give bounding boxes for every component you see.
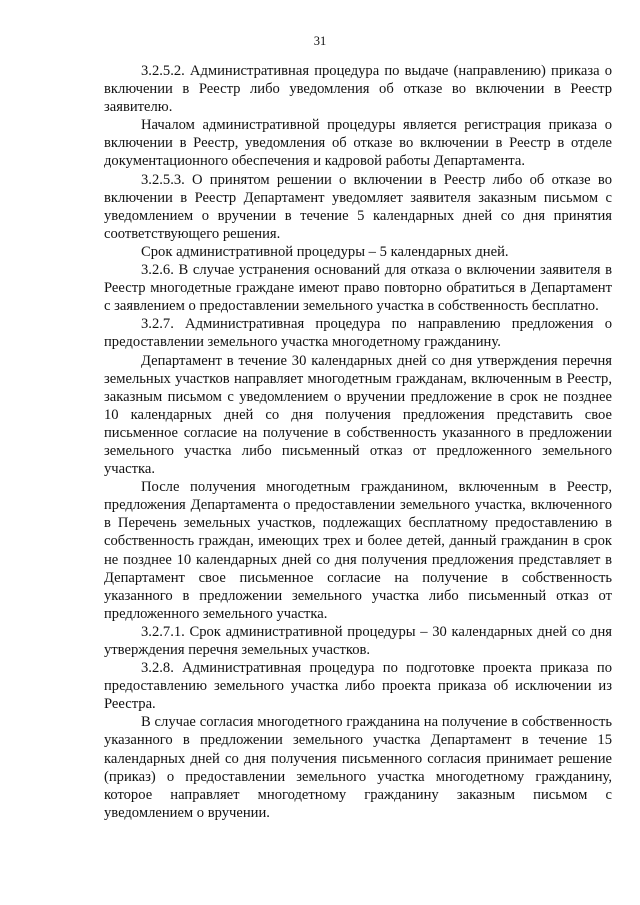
paragraph-procedure-start: Началом административной процедуры является регистрация приказа о включении в Реестр, уведомления об отказе во включении в Реестр в отделе документационного обеспечения и кадровой работы Департамента. (104, 117, 612, 170)
paragraph-3-2-7-1: 3.2.7.1. Срок административной процедуры – 30 календарных дней со дня утверждения перечня земельных участков. (104, 623, 612, 658)
paragraph-consent-case: В случае согласия многодетного гражданина на получение в собственность указанного в предложении земельного участка Департамент в течение 15 календарных дней со дня получения письменного согласия принимает решение (приказ) о предоставлении земельного участка многодетному гражданину, которое направляет многодетному гражданину заказным письмом с уведомлением о вручении. (104, 714, 612, 821)
paragraph-3-2-5-3: 3.2.5.3. О принятом решении о включении в Реестр либо об отказе во включении в Реестр Департамент уведомляет заявителя заказным письмом с уведомлением о вручении в течение 5 календарных дней со дня принятия соответствующего решения. (104, 171, 612, 242)
paragraph-3-2-6: 3.2.6. В случае устранения оснований для отказа о включении заявителя в Реестр многодетные граждане имеют право повторно обратиться в Департамент с заявлением о предоставлении земельного участка в собственность бесплатно. (104, 262, 612, 315)
paragraph-3-2-7: 3.2.7. Административная процедура по направлению предложения о предоставлении земельного участка многодетному гражданину. (104, 316, 612, 351)
paragraph-3-2-5-2: 3.2.5.2. Административная процедура по выдаче (направлению) приказа о включении в Реестр либо уведомления об отказе во включении в Реестр заявителю. (104, 63, 612, 116)
page-number: 31 (313, 34, 327, 48)
paragraph-3-2-8: 3.2.8. Административная процедура по подготовке проекта приказа по предоставлению земельного участка либо проекта приказа об исключении из Реестра. (104, 660, 612, 713)
paragraph-after-offer: После получения многодетным гражданином, включенным в Реестр, предложения Департамента о предоставлении земельного участка, включенного в Перечень земельных участков, подлежащих бесплатному предоставлению в собственность граждан, имеющих трех и более детей, данный гражданин в срок не позднее 10 календарных дней со дня получения предложения представляет в Департамент свое письменное согласие на получение в собственность указанного в предложении земельного участка либо письменный отказ от предложенного земельного участка. (104, 479, 612, 622)
document-body (104, 62, 612, 822)
paragraph-department-offer: Департамент в течение 30 календарных дней со дня утверждения перечня земельных участков направляет многодетным гражданам, включенным в Реестр, заказным письмом с уведомлением о вручении предложение в срок не позднее 10 календарных дней со дня получения предложения представить свое письменное согласие на получение в собственность указанного в предложении земельного участка либо письменный отказ от предложенного земельного участка. (104, 352, 612, 478)
paragraph-procedure-term: Срок административной процедуры – 5 календарных дней. (141, 243, 509, 260)
